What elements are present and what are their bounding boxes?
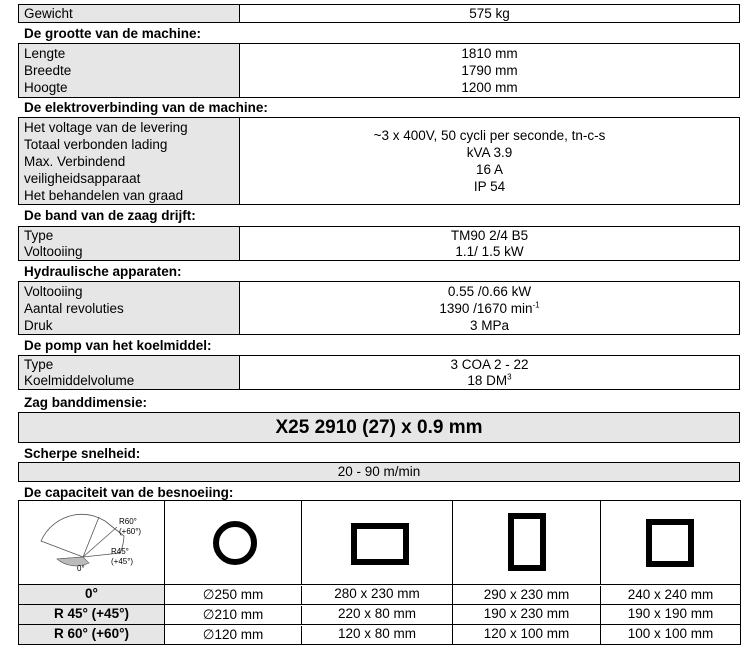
electric-label: Totaal verbonden lading <box>24 137 168 152</box>
electric-label-cell <box>19 118 240 204</box>
coolant-volume-value: 18 DM <box>467 373 508 388</box>
hydraulic-rev-value: 1390 /1670 min <box>439 301 533 316</box>
electric-table <box>18 117 740 205</box>
weight-label: Gewicht <box>24 6 73 21</box>
hydraulic-value-cell <box>240 282 739 334</box>
coolant-table <box>18 355 740 390</box>
coolant-label: Type <box>24 357 54 372</box>
coolant-value: 3 COA 2 - 22 <box>450 357 529 372</box>
coolant-value-cell <box>240 356 739 389</box>
coolant-value <box>240 373 739 388</box>
square-profile-icon <box>601 501 740 585</box>
coolant-volume-sup: 3 <box>507 372 512 382</box>
capacity-row-label: 0° <box>19 585 165 604</box>
weight-value: 575 kg <box>469 6 510 21</box>
label-r45: R45° <box>111 547 129 556</box>
capacity-cell: 240 x 240 mm <box>627 587 714 602</box>
rectangle-profile-icon <box>302 501 453 585</box>
hydraulic-label-cell <box>19 282 240 334</box>
weight-row <box>18 4 740 23</box>
saw-drive-label: Voltooiing <box>24 244 83 259</box>
hydraulic-label: Druk <box>24 318 53 333</box>
capacity-cell: ∅250 mm <box>165 586 302 605</box>
label-r45-plus: (+45°) <box>111 557 134 566</box>
capacity-cell: 290 x 230 mm <box>453 586 601 605</box>
size-table <box>18 43 740 98</box>
capacity-rect-cell <box>302 501 453 585</box>
capacity-cell: ∅120 mm <box>165 626 302 645</box>
speed-value-box <box>18 462 740 482</box>
electric-heading: De elektroverbinding van de machine: <box>24 100 268 115</box>
capacity-square-cell <box>601 501 740 585</box>
hydraulic-value <box>240 301 739 316</box>
electric-value: 16 A <box>475 162 504 177</box>
speed-value: 20 - 90 m/min <box>337 464 421 479</box>
capacity-row <box>19 585 740 605</box>
capacity-cell: 190 x 230 mm <box>453 605 601 624</box>
saw-drive-table <box>18 226 740 261</box>
size-value: 1790 mm <box>461 63 518 78</box>
capacity-cell: 100 x 100 mm <box>627 626 714 641</box>
capacity-cell: 190 x 190 mm <box>627 606 714 621</box>
size-label: Hoogte <box>24 80 68 95</box>
saw-drive-value-cell <box>240 227 739 260</box>
label-r60-plus: (+60°) <box>119 527 142 536</box>
capacity-row <box>19 605 740 625</box>
hydraulic-value: 3 MPa <box>469 318 510 333</box>
size-value-cell <box>240 44 739 97</box>
electric-label: Het voltage van de levering <box>24 120 188 135</box>
size-value: 1200 mm <box>461 80 518 95</box>
size-label-cell <box>19 44 240 97</box>
capacity-table <box>18 500 741 645</box>
electric-value: ~3 x 400V, 50 cycli per seconde, tn-c-s <box>373 128 606 143</box>
capacity-cell: 280 x 230 mm <box>302 585 453 604</box>
capacity-cell: 120 x 80 mm <box>302 625 453 644</box>
electric-value: IP 54 <box>473 179 506 194</box>
capacity-cell: 120 x 100 mm <box>453 625 601 644</box>
weight-value-cell <box>240 5 739 22</box>
size-value: 1810 mm <box>461 46 518 61</box>
capacity-upright-rect-cell <box>453 501 601 585</box>
hydraulic-table <box>18 281 740 335</box>
weight-label-cell <box>19 5 240 22</box>
saw-drive-value: TM90 2/4 B5 <box>450 228 529 243</box>
capacity-cell: 220 x 80 mm <box>302 605 453 624</box>
capacity-heading: De capaciteit van de besnoeiing: <box>24 485 234 500</box>
electric-value: kVA 3.9 <box>466 145 513 160</box>
upright-rectangle-profile-icon <box>453 501 601 585</box>
label-r60: R60° <box>119 517 137 526</box>
capacity-cell: ∅210 mm <box>165 606 302 625</box>
electric-label: Max. Verbindend <box>24 154 126 169</box>
label-zero: 0° <box>77 564 85 573</box>
hydraulic-label: Aantal revoluties <box>24 301 124 316</box>
capacity-diagram-cell <box>19 501 165 585</box>
saw-drive-label-cell <box>19 227 240 260</box>
capacity-row-label: R 60° (+60°) <box>19 625 165 644</box>
band-value-box <box>18 412 740 443</box>
capacity-round-cell <box>165 501 302 585</box>
size-label: Breedte <box>24 63 72 78</box>
saw-drive-value: 1.1/ 1.5 kW <box>455 244 524 259</box>
hydraulic-value: 0.55 /0.66 kW <box>447 284 532 299</box>
coolant-label-cell <box>19 356 240 389</box>
capacity-row <box>19 625 740 644</box>
round-profile-icon <box>165 501 302 585</box>
electric-label: veiligheidsapparaat <box>24 171 141 186</box>
capacity-row-label: R 45° (+45°) <box>19 605 165 624</box>
electric-label: Het behandelen van graad <box>24 188 184 203</box>
speed-heading: Scherpe snelheid: <box>24 446 141 461</box>
angle-diagram <box>19 501 165 585</box>
size-label: Lengte <box>24 46 66 61</box>
coolant-label: Koelmiddelvolume <box>24 373 135 388</box>
coolant-heading: De pomp van het koelmiddel: <box>24 338 212 353</box>
hydraulic-rev-sup: -1 <box>532 300 540 310</box>
band-value: X25 2910 (27) x 0.9 mm <box>275 417 483 438</box>
band-heading: Zag banddimensie: <box>24 395 148 410</box>
saw-drive-heading: De band van de zaag drijft: <box>24 208 196 223</box>
hydraulic-label: Voltooiing <box>24 284 83 299</box>
electric-value-cell <box>240 118 739 204</box>
size-heading: De grootte van de machine: <box>24 26 202 41</box>
saw-drive-label: Type <box>24 228 54 243</box>
hydraulic-heading: Hydraulische apparaten: <box>24 264 182 279</box>
